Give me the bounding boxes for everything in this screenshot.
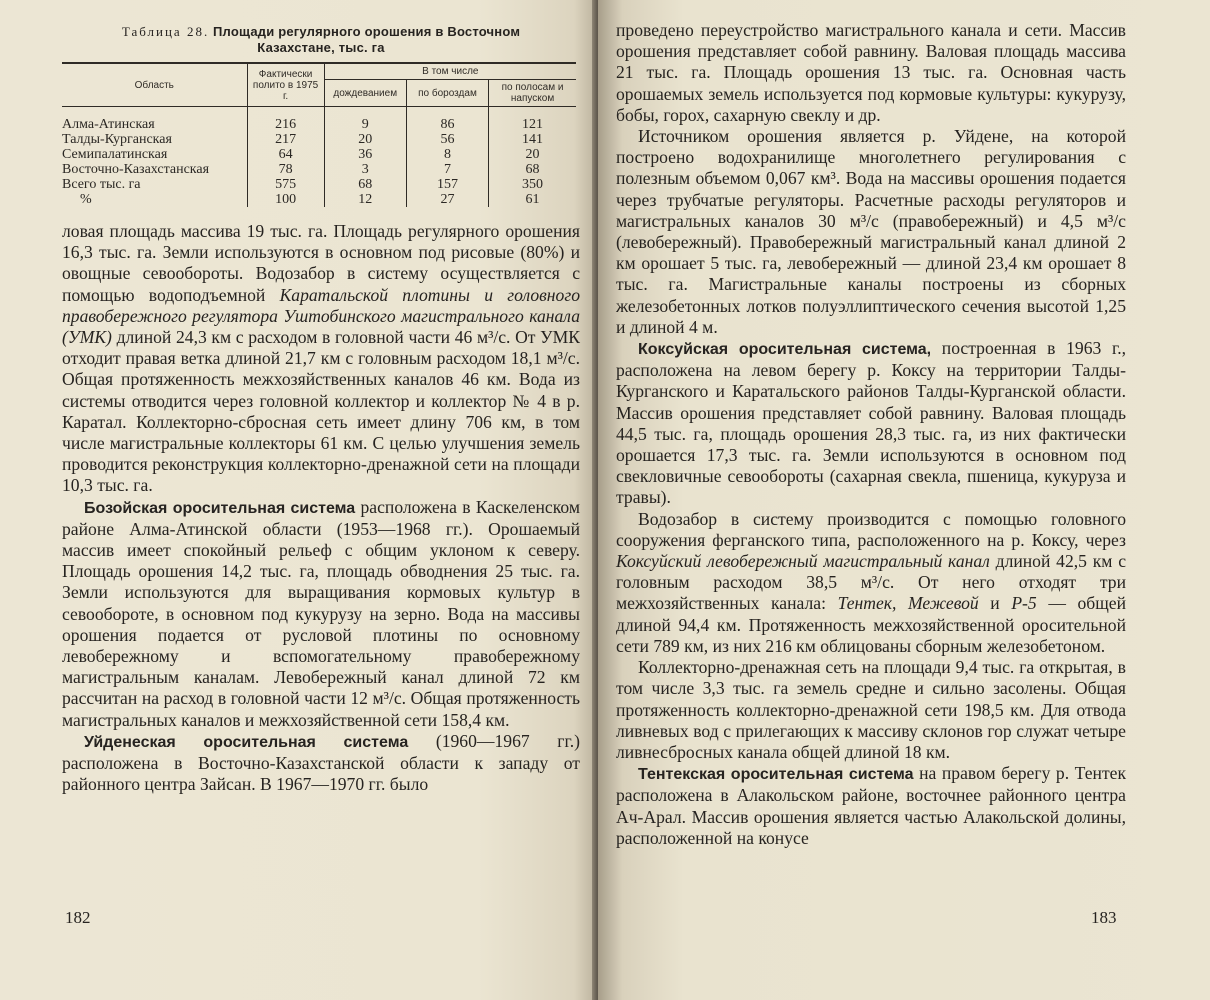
- region-name: Восточно-Казахстанская: [62, 162, 210, 177]
- table-row: [62, 192, 576, 207]
- table-row: [62, 147, 576, 162]
- paragraph: Уйденеская оросительная система (1960—1967 гг.) расположена в Восточно-Казахстанской области к западу от районного центра Зайсан. В 1967—1970 гг. было: [62, 730, 580, 795]
- region-name: Алма-Атинская: [62, 117, 155, 132]
- furrows-value: 7: [406, 162, 488, 177]
- header-actual: Фактически полито в 1975 г.: [247, 63, 324, 107]
- strips-value: 141: [489, 132, 576, 147]
- paragraph: ловая площадь массива 19 тыс. га. Площадь регулярного орошения 16,3 тыс. га. Земли используются в основном под рисовые (80%) и овощные севообороты. Водозабор в систему осуществляется с помощью водоподъемной Каратальской плотины и головного правобережного регулятора Уштобинского магистрального канала (УМК) длиной 24,3 км с расходом в головной части 46 м³/с. От УМК отходит правая ветка длиной 21,7 км с головным расходом 18,1 м³/с. Общая протяженность межхозяйственных каналов 46 км. Вода из системы отводится через головной коллектор и коллектор № 4 в р. Каратал. Коллекторно-сбросная сеть имеет длину 706 км, в том числе магистральные коллекторы 61 км. С целью улучшения земель проводится реконструкция коллекторно-дренажной сети на площади 10,3 тыс. га.: [62, 221, 580, 496]
- furrows-value: 86: [406, 107, 488, 133]
- table-label: Таблица 28.: [121, 24, 210, 39]
- region-name: %: [80, 192, 92, 207]
- right-page: [598, 0, 1210, 1000]
- page-number-right: 183: [1091, 908, 1117, 927]
- sprinkling-value: 20: [324, 132, 406, 147]
- irrigation-table: [62, 62, 576, 207]
- furrows-value: 56: [406, 132, 488, 147]
- paragraph: проведено переустройство магистрального канала и сети. Массив орошения представляет собой равнину. Валовая площадь массива 21 тыс. га. Площадь орошения 13 тыс. га. Основная часть орошаемых земель используется под кормовые культуры: кукурузу, бобы, горох, сахарную свеклу и др.: [616, 20, 1126, 125]
- left-page: [0, 0, 598, 1000]
- sprinkling-value: 36: [324, 147, 406, 162]
- paragraph: Тентекская оросительная система на правом берегу р. Тентек расположена в Алакольском районе, восточнее районного центра Ач-Арал. Массив орошения является частью Алакольской долины, расположенной на конусе: [616, 763, 1127, 848]
- sprinkling-value: 3: [324, 162, 406, 177]
- table-row: [62, 177, 576, 192]
- actual-value: 100: [247, 192, 324, 207]
- table-row: [62, 132, 576, 147]
- region-name: Всего тыс. га: [62, 177, 141, 192]
- paragraph: Источником орошения является р. Уйдене, на которой построено водохранилище многолетнего регулирования с полезным объемом 0,067 км³. Вода на массивы орошения подается через трубчатые регуляторы. Расчетные расходы регуляторов и магистральных каналов 30 м³/с (правобережный) и 4,5 м³/с (левобережный). Правобережный магистральный канал длиной 2 км орошает 5 тыс. га, левобережный — длиной 23,4 км орошает 8 тыс. га. Магистральные каналы построены из сборных железобетонных лотков полуэллиптического сечения высотой 1,25 и длиной 4 м.: [616, 126, 1126, 337]
- header-furrows: по бороздам: [406, 80, 488, 107]
- paragraph: Коллекторно-дренажная сеть на площади 9,4 тыс. га открытая, в том числе 3,3 тыс. га земель средне и сильно засолены. Общая протяженность коллекторно-дренажной сети 198,5 км. Для отвода ливневых вод с прилегающих к массиву склонов гор служат четыре ливнесбросных канала общей длиной 18 км.: [616, 657, 1126, 762]
- header-region: Область: [62, 63, 247, 107]
- actual-value: 217: [247, 132, 324, 147]
- table-title-line2: Казахстане, тыс. га: [257, 40, 385, 55]
- furrows-value: 8: [406, 147, 488, 162]
- actual-value: 575: [247, 177, 324, 192]
- actual-value: 216: [247, 107, 324, 133]
- strips-value: 121: [489, 107, 576, 133]
- table-title: [62, 24, 580, 56]
- region-name: Семипалатинская: [62, 147, 168, 162]
- paragraph: Коксуйская оросительная система, построенная в 1963 г., расположена на левом берегу р. Коксу на территории Талды-Курганского и Каратальского районов Талды-Курганской области. Массив орошения представляет собой равнину. Валовая площадь 44,5 тыс. га, площадь орошения 28,3 тыс. га, из них фактически орошается 17,3 тыс. га. Земли используются в основном под свекловичные севообороты (сахарная свекла, пшеница, кукуруза и травы).: [616, 338, 1126, 508]
- table-title-line1: Площади регулярного орошения в Восточном: [213, 24, 521, 39]
- strips-value: 61: [489, 192, 576, 207]
- furrows-value: 27: [406, 192, 488, 207]
- paragraph: Бозойская оросительная система расположена в Каскеленском районе Алма-Атинской области (1953—1968 гг.). Орошаемый массив имеет спокойный рельеф с общим уклоном к северу. Площадь орошения 14,2 тыс. га, площадь обводнения 25 тыс. га. Земли используются для выращивания кормовых культур в севообороте, в основном под кукурузу на зерно. Вода на массивы орошения подается от русловой плотины по основному левобережному и вспомогательному правобережному магистральным каналам. Левобережный канал длиной 72 км рассчитан на расход в головной части 12 м³/с. Общая протяженность магистральных каналов и межхозяйственной сети 158,4 км.: [62, 496, 580, 730]
- region-name: Талды-Курганская: [62, 132, 172, 147]
- furrows-value: 157: [406, 177, 488, 192]
- header-including: В том числе: [324, 63, 576, 80]
- header-strips: по полосам и напуском: [489, 80, 576, 107]
- strips-value: 68: [489, 162, 576, 177]
- sprinkling-value: 68: [324, 177, 406, 192]
- right-body-text: [616, 20, 1126, 849]
- page-number-left: 182: [65, 908, 91, 927]
- table-row: [62, 162, 576, 177]
- paragraph: Водозабор в систему производится с помощью головного сооружения ферганского типа, расположенного на р. Коксу, через Коксуйский левобережный магистральный канал длиной 42,5 км с головным расходом 38,5 м³/с. От него отходят три межхозяйственных канала: Тентек, Межевой и Р-5 — общей длиной 94,4 км. Протяженность межхозяйственной оросительной сети 789 км, из них 216 км облицованы сборным железобетоном.: [616, 508, 1127, 656]
- left-body-text: [62, 221, 580, 795]
- strips-value: 20: [489, 147, 576, 162]
- sprinkling-value: 12: [324, 192, 406, 207]
- sprinkling-value: 9: [324, 107, 406, 133]
- header-sprinkling: дождеванием: [324, 80, 406, 107]
- actual-value: 64: [247, 147, 324, 162]
- actual-value: 78: [247, 162, 324, 177]
- strips-value: 350: [489, 177, 576, 192]
- table-row: [62, 107, 576, 133]
